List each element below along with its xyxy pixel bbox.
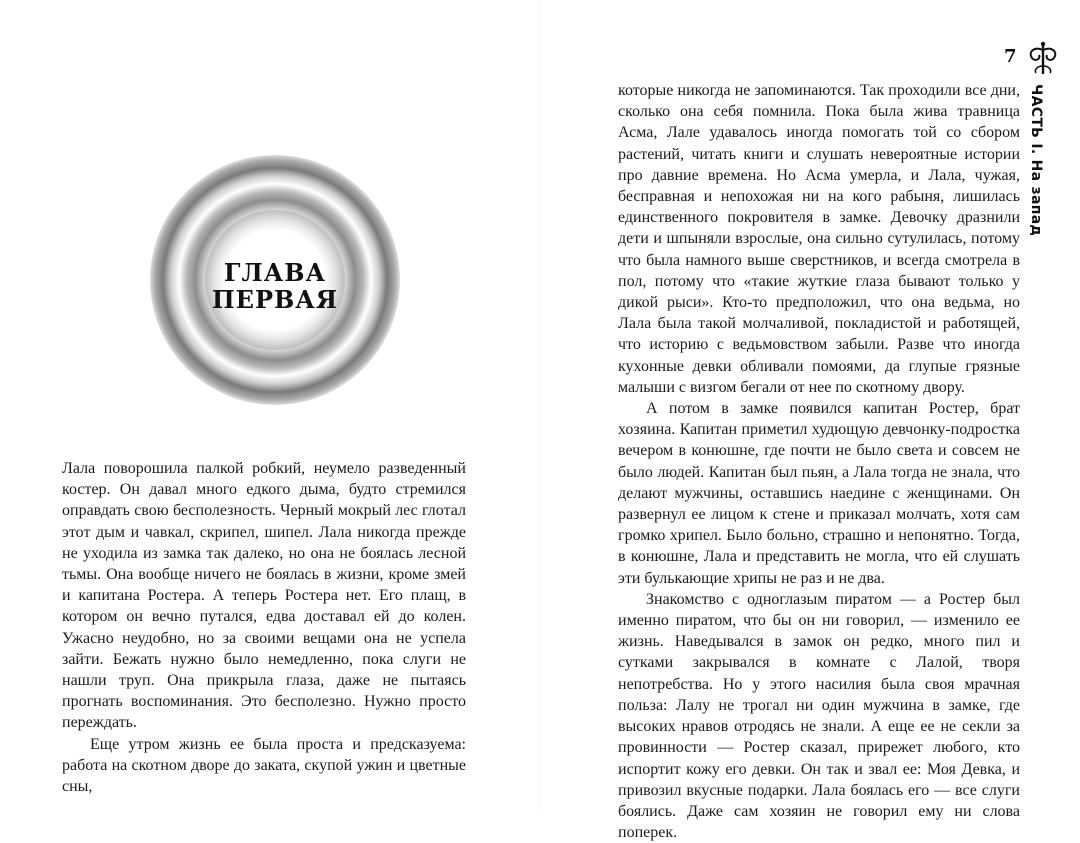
running-head: ЧАСТЬ I. На запад [1028,84,1044,237]
page-number: 7 [1004,46,1017,67]
paragraph: Еще утром жизнь ее была проста и предсказуема: работа на скотном дворе до заката, скупой ужин и цветные сны, [62,735,466,796]
page-gutter [539,0,540,810]
paragraph: Знакомство с одноглазым пиратом — а Ростер был именно пиратом, что бы он ни говорил, — изменило ее жизнь. Наведывался в замок он редко, много пил и сутками закрывался в комнате с Лалой, творя непотребства. Но у этого насилия была своя мрачная польза: Лалу не трогал ни один мужчина в замке, где высоких нравов отродясь не знали. А еще ее не секли за провинности — Ростер сказал, прирежет любого, кто испортит кожу его девки. Он так и звал ее: Моя Девка, и привозил вкусные подарки. Лала боялась его — все слуги боялись. Даже сам хозяин не говорил ему ни слова поперек. [618,590,1020,842]
right-page-text [618,80,1020,843]
paragraph: Лала поворошила палкой робкий, неумело разведенный костер. Он давал много едкого дыма, будто стремился оправдать свою бесполезность. Черный мокрый лес глотал этот дым и чавкал, скрипел, шипел. Лала никогда прежде не уходила из замка так далеко, но она не боялась лесной тьмы. Она вообще ничего не боялась в жизни, кроме змей и капитана Ростера. А теперь Ростера нет. Его плащ, в котором он вечно путался, едва доставал ей до колен. Ужасно неудобно, но за своими вещами она не успела зайти. Бежать нужно было немедленно, пока слуги не нашли труп. Она прикрыла глаза, даже не пытаясь прогнать воспоминания. Это бесполезно. Нужно просто переждать. [62,460,466,732]
chapter-emblem [150,155,400,405]
chapter-title-line-2: ПЕРВАЯ [212,285,338,314]
chapter-title [150,259,400,313]
chapter-title-line-1: ГЛАВА [223,258,327,287]
paragraph: которые никогда не запоминаются. Так проходили все дни, сколько она себя помнила. Пока была жива травница Асма, Лале удавалось иногда помогать той со сбором растений, читать книги и слушать невероятные истории про давние времена. Но Асма умерла, и Лала, чужая, бесправная и непохожая ни на кого рабыня, лишилась единственного покровителя в замке. Девочку дразнили дети и шпыняли взрослые, она сильно сутулилась, потому что была намного выше сверстников, и всегда смотрела в пол, потому что «такие жуткие глаза бывают только у дикой рыси». Кто-то предположил, что она ведьма, но Лала была такой молчаливой, покладистой и работящей, что историю с ведьмовством забыли. Разве что иногда кухонные девки обливали помоями, да глупые грязные малыши с визгом бегали от нее по скотному двору. [618,82,1020,396]
paragraph: А потом в замке появился капитан Ростер, брат хозяина. Капитан приметил худющую девчонку-подростка вечером в конюшне, где почти не было света и совсем не было людей. Капитан был пьян, а Лала тогда не знала, что делают мужчины, оставшись наедине с женщинами. Он развернул ее лицом к стене и приказал молчать, хотя сам громко хрипел. Было больно, страшно и непонятно. Тогда, в конюшне, Лала и представить не могла, что ей слушать эти булькающие хрипы не раз и не два. [618,400,1020,587]
header-ornament-icon [1026,40,1060,76]
left-page-text [62,458,466,797]
